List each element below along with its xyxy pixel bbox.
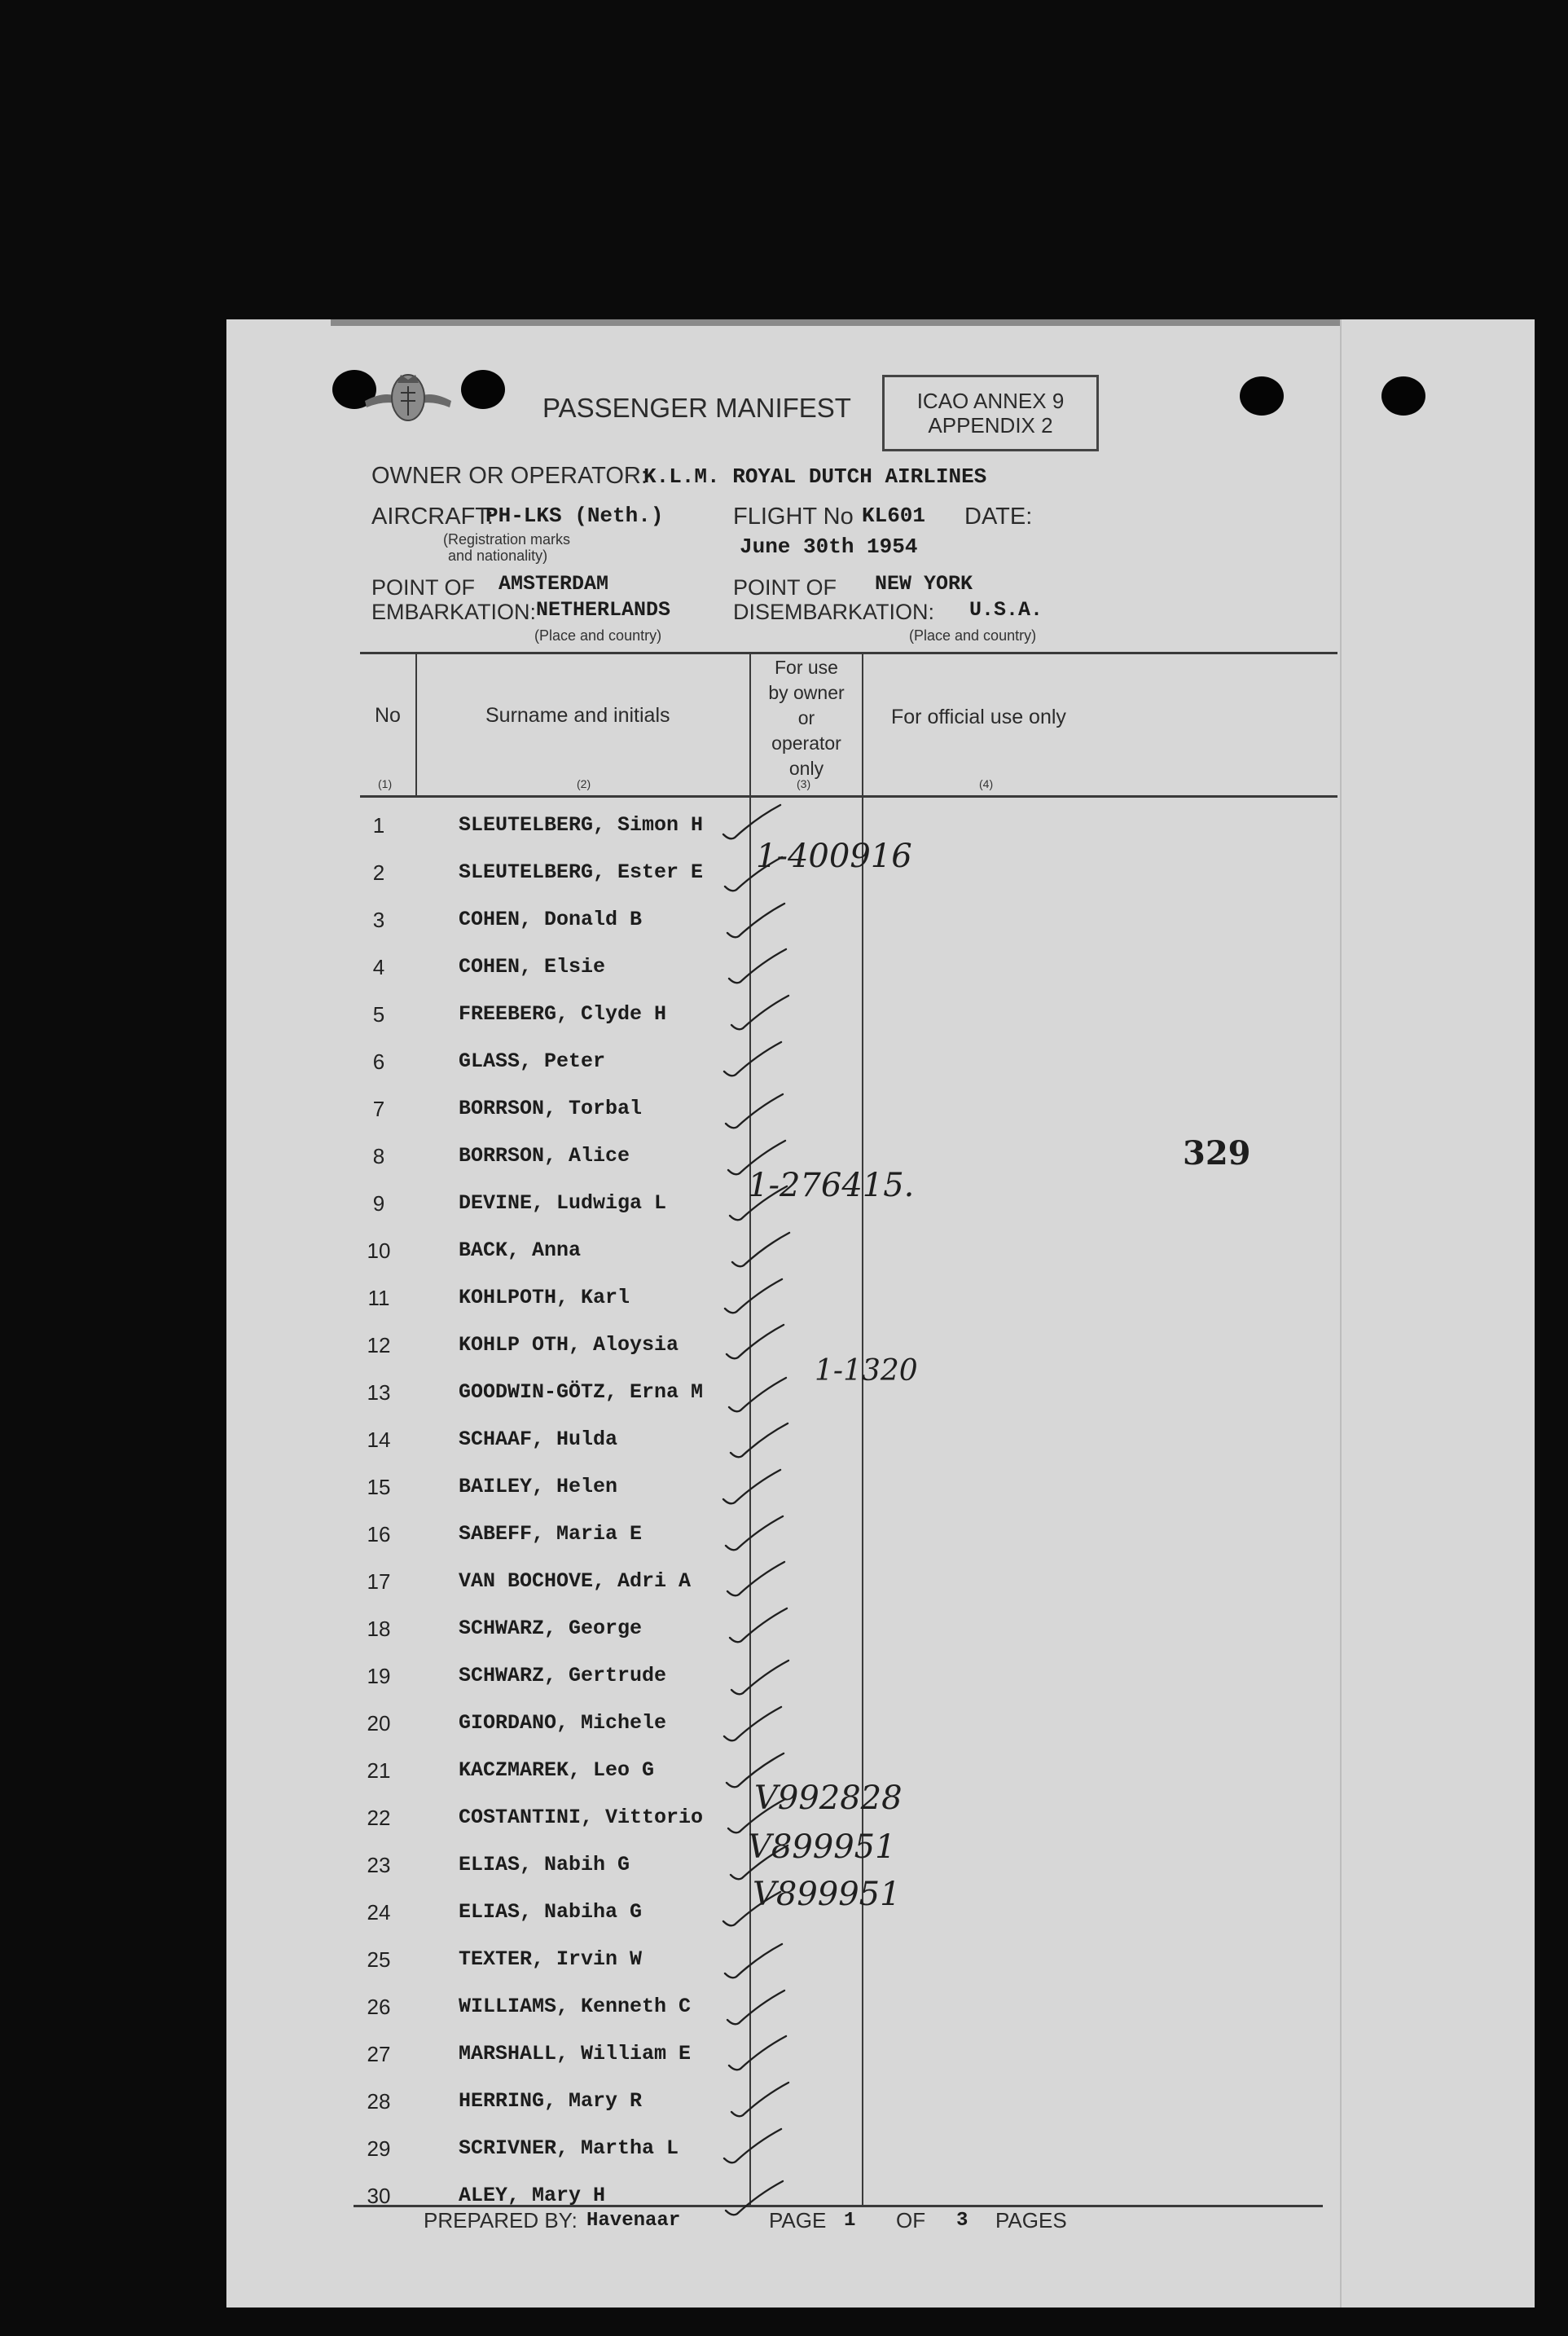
table-row (226, 2030, 1341, 2078)
passenger-name: COSTANTINI, Vittorio (459, 1806, 704, 1829)
passenger-number: 27 (367, 2042, 391, 2066)
passenger-name: KOHLP OTH, Aloysia (459, 1333, 679, 1357)
passenger-name: BORRSON, Alice (459, 1144, 630, 1168)
check-mark (715, 1652, 837, 1700)
table-top-rule (360, 652, 1337, 654)
passenger-number: 12 (367, 1333, 391, 1357)
passenger-number: 25 (367, 1947, 391, 1972)
check-mark (715, 944, 837, 991)
table-row (226, 944, 1341, 991)
passenger-name: BORRSON, Torbal (459, 1097, 643, 1120)
pages-label: PAGES (995, 2208, 1067, 2233)
check-mark (715, 1605, 837, 1652)
aircraft-note-1: (Registration marks (443, 531, 571, 548)
passenger-name: DEVINE, Ludwiga L (459, 1191, 667, 1215)
passenger-name: WILLIAMS, Kenneth C (459, 1995, 692, 2018)
col-header-owner-use: For use by owner or operator only (768, 657, 845, 779)
icao-annex: ICAO ANNEX 9 (916, 389, 1065, 413)
aircraft-value: PH-LKS (Neth.) (485, 504, 664, 528)
table-row (226, 1322, 1341, 1369)
passenger-number: 14 (367, 1428, 391, 1452)
passenger-number: 2 (372, 860, 385, 885)
passenger-number: 3 (372, 908, 385, 932)
handwritten-note-row-9: 1-276415. (748, 1167, 915, 1204)
passenger-name: SCHAAF, Hulda (459, 1428, 618, 1451)
prepared-by-value: Havenaar (586, 2210, 681, 2232)
handwritten-note-row-23: V899951 (748, 1828, 896, 1866)
passenger-number: 10 (367, 1238, 391, 1263)
passenger-name: HERRING, Mary R (459, 2089, 643, 2113)
owner-value: K.L.M. ROYAL DUTCH AIRLINES (643, 464, 987, 489)
embark-label-2: EMBARKATION: (371, 600, 537, 624)
top-edge-strip (331, 319, 1341, 326)
table-row (226, 1511, 1341, 1558)
check-mark (715, 1038, 837, 1085)
passenger-name: KACZMAREK, Leo G (459, 1758, 655, 1782)
passenger-number: 7 (372, 1097, 385, 1121)
col-header-official: For official use only (891, 706, 1066, 728)
passenger-name: BACK, Anna (459, 1238, 582, 1262)
table-row (226, 1652, 1341, 1700)
table-row (226, 991, 1341, 1038)
table-row (226, 1463, 1341, 1511)
check-mark (715, 1983, 837, 2030)
table-row (226, 1700, 1341, 1747)
passenger-name: GLASS, Peter (459, 1049, 606, 1073)
check-mark (715, 1511, 837, 1558)
check-mark (715, 1227, 837, 1274)
disembark-label-2: DISEMBARKATION: (733, 600, 935, 624)
passenger-number: 16 (367, 1522, 391, 1546)
table-row (226, 1558, 1341, 1605)
passenger-name: SLEUTELBERG, Ester E (459, 860, 704, 884)
passenger-name: MARSHALL, William E (459, 2042, 692, 2065)
disembark-label-1: POINT OF (733, 575, 837, 600)
col-index-1: (1) (378, 777, 393, 790)
table-row (226, 1936, 1341, 1983)
check-mark (715, 1085, 837, 1133)
table-row (226, 2125, 1341, 2172)
klm-crown-logo (363, 368, 453, 425)
table-row (226, 1983, 1341, 2030)
handwritten-note-row-13: 1-1320 (815, 1354, 918, 1388)
check-mark (715, 1558, 837, 1605)
passenger-number: 28 (367, 2089, 391, 2114)
passenger-name: SCHWARZ, George (459, 1617, 643, 1640)
embark-note: (Place and country) (534, 627, 662, 644)
flight-label: FLIGHT No (733, 504, 854, 530)
disembark-city: NEW YORK (875, 572, 973, 596)
disembark-country: U.S.A. (969, 598, 1043, 622)
passenger-number: 24 (367, 1900, 391, 1925)
col-index-2: (2) (577, 777, 591, 790)
check-mark (715, 2078, 837, 2125)
passenger-number: 4 (372, 955, 385, 979)
icao-reference-box (882, 375, 1099, 451)
passenger-number: 19 (367, 1664, 391, 1688)
passenger-number: 6 (372, 1049, 385, 1074)
table-header-rule (360, 795, 1337, 798)
check-mark (715, 991, 837, 1038)
flight-value: KL601 (862, 504, 926, 528)
passenger-number: 30 (367, 2184, 391, 2208)
check-mark (715, 2030, 837, 2078)
disembark-note: (Place and country) (909, 627, 1037, 644)
page-number: 1 (844, 2210, 856, 2232)
passenger-number: 26 (367, 1995, 391, 2019)
passenger-name: GIORDANO, Michele (459, 1711, 667, 1735)
handwritten-note-row-22: V992828 (754, 1779, 903, 1817)
passenger-number: 8 (372, 1144, 385, 1168)
passenger-name: ELIAS, Nabiha G (459, 1900, 643, 1924)
passenger-number: 21 (367, 1758, 391, 1783)
aircraft-label: AIRCRAFT: (371, 504, 494, 530)
table-row (226, 896, 1341, 944)
passenger-number: 29 (367, 2136, 391, 2161)
passenger-number: 17 (367, 1569, 391, 1594)
passenger-name: ALEY, Mary H (459, 2184, 606, 2207)
table-row (226, 1227, 1341, 1274)
embark-country: NETHERLANDS (536, 598, 671, 622)
date-label: DATE: (964, 504, 1033, 530)
passenger-name: SLEUTELBERG, Simon H (459, 813, 704, 837)
embark-city: AMSTERDAM (499, 572, 609, 596)
passenger-name: VAN BOCHOVE, Adri A (459, 1569, 692, 1593)
passenger-number: 22 (367, 1806, 391, 1830)
handwritten-note-row-24: V899951 (753, 1876, 901, 1913)
passenger-number: 11 (367, 1286, 390, 1310)
passenger-name: ELIAS, Nabih G (459, 1853, 630, 1876)
passenger-name: FREEBERG, Clyde H (459, 1002, 667, 1026)
check-mark (715, 1416, 837, 1463)
check-mark (715, 2125, 837, 2172)
page-label: PAGE (769, 2208, 827, 2233)
table-row (226, 1038, 1341, 1085)
table-row (226, 1085, 1341, 1133)
passenger-name: GOODWIN-GÖTZ, Erna M (459, 1380, 704, 1404)
check-mark (715, 1936, 837, 1983)
passenger-number: 1 (372, 813, 385, 838)
table-row (226, 1274, 1341, 1322)
table-row (226, 1369, 1341, 1416)
aircraft-note-2: and nationality) (448, 548, 548, 564)
punch-hole (461, 370, 505, 409)
passenger-name: BAILEY, Helen (459, 1475, 618, 1498)
passenger-number: 20 (367, 1711, 391, 1736)
passenger-name: COHEN, Donald B (459, 908, 643, 931)
embark-label-1: POINT OF (371, 575, 476, 600)
col-header-no: No (375, 704, 401, 727)
table-row (226, 2078, 1341, 2125)
passenger-name: COHEN, Elsie (459, 955, 606, 979)
passenger-name: TEXTER, Irvin W (459, 1947, 643, 1971)
col-divider-1 (415, 652, 417, 795)
passenger-name: SABEFF, Maria E (459, 1522, 643, 1546)
check-mark (715, 1700, 837, 1747)
check-mark (715, 1463, 837, 1511)
col-index-4: (4) (979, 777, 994, 790)
punch-hole (1240, 376, 1284, 416)
manifest-sheet (226, 319, 1535, 2307)
passenger-number: 9 (372, 1191, 385, 1216)
passenger-name: SCRIVNER, Martha L (459, 2136, 679, 2160)
date-value: June 30th 1954 (740, 535, 918, 559)
passenger-number: 23 (367, 1853, 391, 1877)
col-header-name: Surname and initials (485, 704, 670, 727)
passenger-name: SCHWARZ, Gertrude (459, 1664, 667, 1687)
col-index-3: (3) (797, 777, 811, 790)
passenger-number: 13 (367, 1380, 391, 1405)
passenger-number: 5 (372, 1002, 385, 1027)
prepared-by-label: PREPARED BY: (424, 2208, 578, 2233)
check-mark (715, 1274, 837, 1322)
icao-appendix: APPENDIX 2 (928, 413, 1053, 438)
check-mark (715, 896, 837, 944)
total-pages: 3 (956, 2210, 968, 2232)
table-row (226, 1416, 1341, 1463)
table-row (226, 1605, 1341, 1652)
passenger-name: KOHLPOTH, Karl (459, 1286, 630, 1309)
punch-hole (1381, 376, 1425, 416)
handwritten-note-row-2: 1-400916 (756, 838, 912, 875)
stamped-page-number: 329 (1183, 1134, 1251, 1172)
manifest-title: PASSENGER MANIFEST (542, 393, 851, 423)
owner-label: OWNER OR OPERATOR: (371, 463, 648, 489)
of-label: OF (896, 2208, 926, 2233)
passenger-number: 18 (367, 1617, 391, 1641)
passenger-number: 15 (367, 1475, 391, 1499)
